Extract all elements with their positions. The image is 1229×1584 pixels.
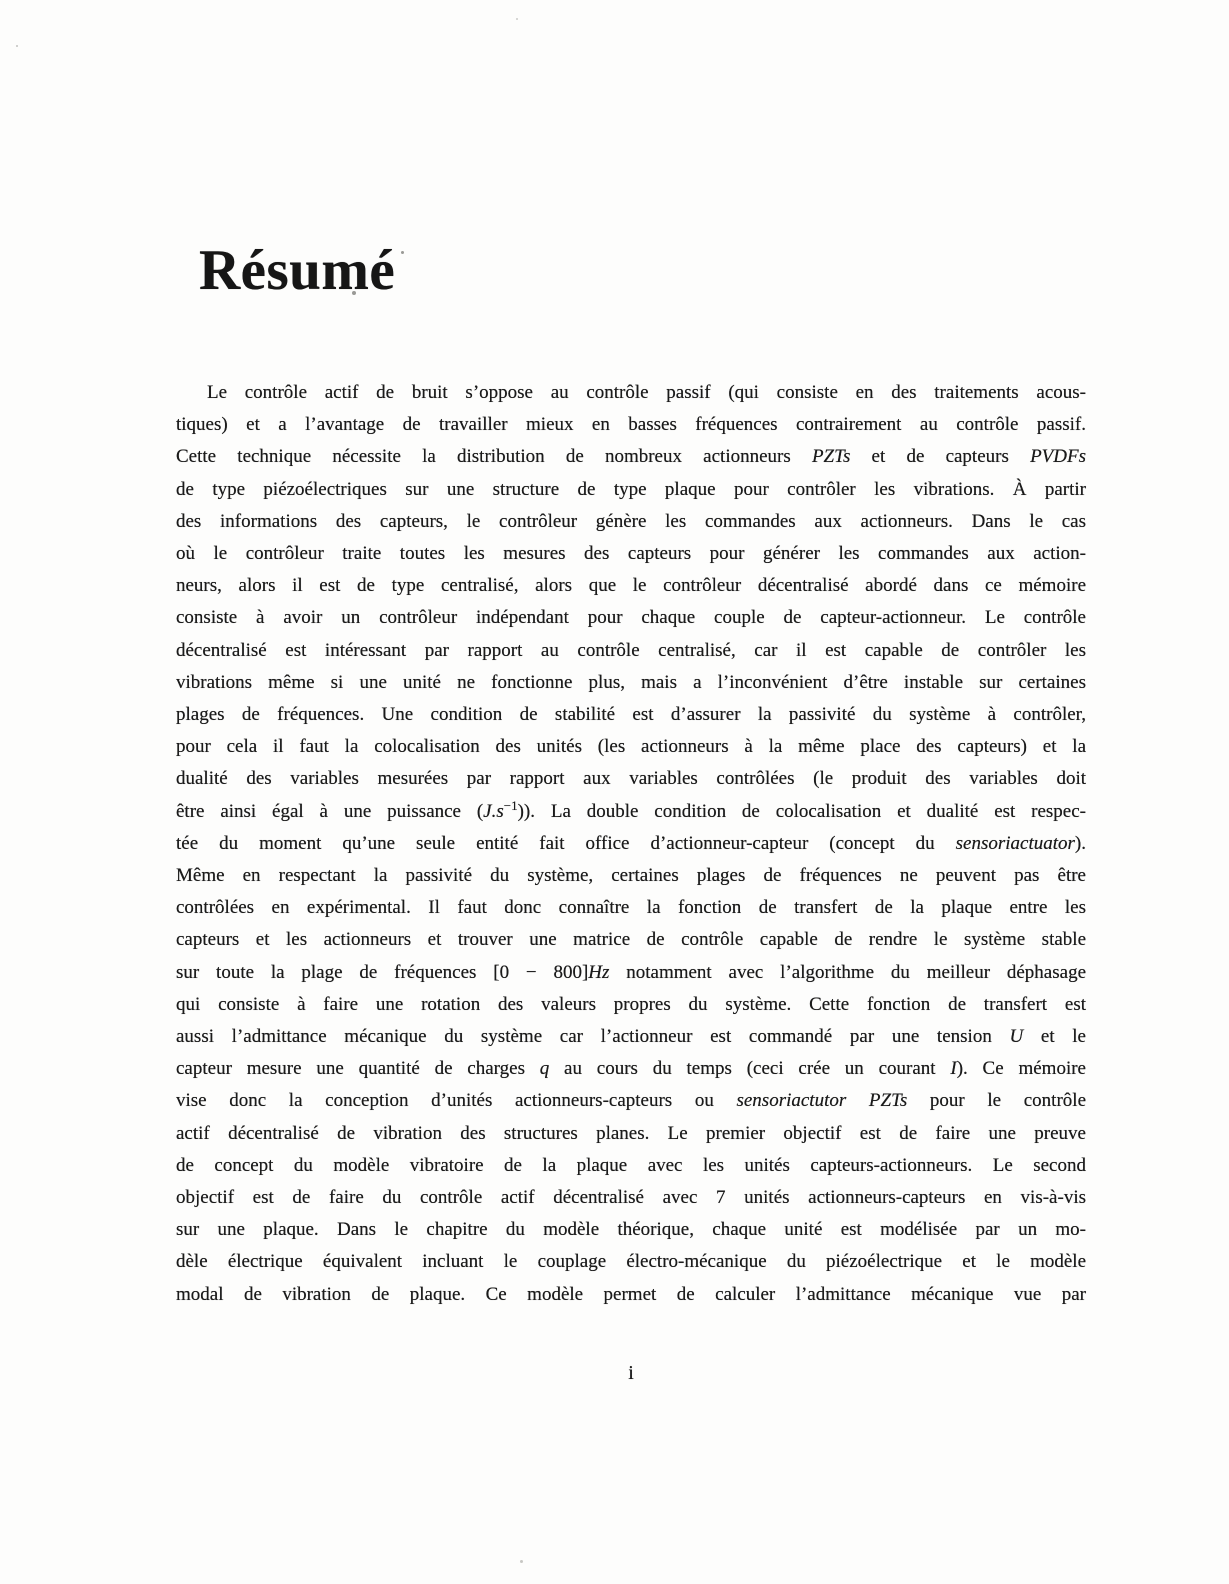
italic-text: PZTs: [811, 446, 851, 468]
body-text: capteur mesure une quantité de charges: [176, 1058, 540, 1080]
text-line: [176, 538, 1086, 570]
body-text: notamment avec l’algorithme du meilleur déphasage: [609, 961, 1086, 983]
body-text: )). La double condition de colocalisation et dualité est respec-: [517, 800, 1086, 822]
italic-text: Hz: [588, 961, 610, 983]
text-line: [176, 796, 1086, 828]
text-line: [176, 441, 1086, 473]
text-line: [176, 409, 1086, 441]
scan-speck: [401, 251, 404, 254]
text-line: [176, 731, 1086, 763]
body-text: vibrations même si une unité ne fonctionne plus, mais a l’inconvénient d’être instable sur certaines: [176, 671, 1086, 693]
text-line: [176, 1150, 1086, 1182]
body-text: sur une plaque. Dans le chapitre du modèle théorique, chaque unité est modélisée par un mo-: [176, 1219, 1086, 1241]
italic-text: J.s: [483, 800, 504, 822]
body-text: plages de fréquences. Une condition de stabilité est d’assurer la passivité du système à contrôler,: [176, 704, 1086, 726]
body-text: pour cela il faut la colocalisation des unités (les actionneurs à la même place des capteurs) et la: [176, 736, 1086, 758]
body-text: sur toute la plage de fréquences [0 − 800]: [176, 961, 589, 983]
page-number: i: [628, 1362, 634, 1384]
abstract-paragraph: [176, 377, 1086, 1311]
body-text: dualité des variables mesurées par rapport aux variables contrôlées (le produit des variables doit: [176, 768, 1086, 790]
body-text: objectif est de faire du contrôle actif décentralisé avec 7 unités actionneurs-capteurs en vis-à-vis: [176, 1187, 1086, 1209]
body-text: des informations des capteurs, le contrôleur génère les commandes aux actionneurs. Dans le cas: [176, 510, 1086, 532]
text-line: [176, 377, 1086, 409]
body-text: qui consiste à faire une rotation des valeurs propres du système. Cette fonction de transfert est: [176, 993, 1086, 1015]
body-text: ).: [1074, 832, 1086, 854]
italic-text: U: [1009, 1026, 1024, 1048]
text-line: [176, 1182, 1086, 1214]
body-text: au cours du temps (ceci crée un courant: [549, 1058, 951, 1080]
body-text: de type piézoélectriques sur une structure de type plaque pour contrôler les vibrations. À partir: [176, 478, 1086, 500]
text-line: [176, 667, 1086, 699]
text-line: [176, 892, 1086, 924]
text-line: [176, 957, 1086, 989]
text-line: [176, 1279, 1086, 1311]
body-text: décentralisé est intéressant par rapport au contrôle centralisé, car il est capable de contrôler les: [176, 639, 1086, 661]
body-text: modal de vibration de plaque. Ce modèle permet de calculer l’admittance mécanique vue par: [176, 1283, 1086, 1305]
body-text: vise donc la conception d’unités actionneurs-capteurs ou: [176, 1090, 737, 1112]
text-line: [176, 1214, 1086, 1246]
italic-text: PVDFs: [1030, 446, 1086, 468]
text-line: [176, 1246, 1086, 1278]
body-text: et le: [1023, 1026, 1086, 1048]
body-text: Cette technique nécessite la distribution de nombreux actionneurs: [176, 446, 812, 468]
body-text: capteurs et les actionneurs et trouver une matrice de contrôle capable de rendre le système stable: [176, 929, 1086, 951]
scan-speck: [520, 1560, 523, 1563]
scan-speck: [516, 18, 518, 20]
text-line: [176, 828, 1086, 860]
body-text: et de capteurs: [850, 446, 1031, 468]
text-line: [176, 699, 1086, 731]
body-text: tiques) et a l’avantage de travailler mieux en basses fréquences contrairement au contrôle passif.: [176, 414, 1086, 436]
text-line: [176, 763, 1086, 795]
body-text: pour le contrôle: [907, 1090, 1086, 1112]
body-text: Le contrôle actif de bruit s’oppose au contrôle passif (qui consiste en des traitements acous-: [207, 382, 1086, 403]
italic-text: q: [539, 1058, 550, 1080]
body-text: dèle électrique équivalent incluant le couplage électro-mécanique du piézoélectrique et le modèle: [176, 1251, 1086, 1273]
text-line: [176, 1085, 1086, 1117]
italic-text: sensoriactutor PZTs: [736, 1090, 908, 1112]
body-text: ). Ce mémoire: [956, 1058, 1086, 1080]
text-line: [176, 1021, 1086, 1053]
scan-speck: [16, 45, 18, 47]
text-line: [176, 989, 1086, 1021]
italic-text: I: [950, 1058, 957, 1080]
text-line: [176, 474, 1086, 506]
text-line: [176, 506, 1086, 538]
body-text: neurs, alors il est de type centralisé, alors que le contrôleur décentralisé abordé dans ce mémoire: [176, 575, 1086, 597]
page-title: Résumé: [199, 239, 396, 302]
body-text: actif décentralisé de vibration des structures planes. Le premier objectif est de faire une preuve: [176, 1122, 1086, 1144]
text-line: [176, 635, 1086, 667]
body-text: tée du moment qu’une seule entité fait office d’actionneur-capteur (concept du: [176, 832, 956, 854]
body-text: de concept du modèle vibratoire de la plaque avec les unités capteurs-actionneurs. Le second: [176, 1154, 1086, 1176]
text-line: [176, 602, 1086, 634]
body-text: contrôlées en expérimental. Il faut donc connaître la fonction de transfert de la plaque entre les: [176, 897, 1086, 919]
body-text: Même en respectant la passivité du système, certaines plages de fréquences ne peuvent pas être: [176, 865, 1086, 887]
body-text: consiste à avoir un contrôleur indépendant pour chaque couple de capteur-actionneur. Le contrôle: [176, 607, 1086, 629]
text-line: [176, 570, 1086, 602]
body-text: où le contrôleur traite toutes les mesures des capteurs pour générer les commandes aux action-: [176, 543, 1086, 565]
text-line: [176, 1053, 1086, 1085]
text-line: [176, 924, 1086, 956]
text-line: [176, 860, 1086, 892]
italic-text: sensoriactuator: [955, 832, 1075, 854]
superscript-text: −1: [503, 797, 518, 813]
body-text: être ainsi égal à une puissance (: [176, 800, 484, 822]
text-line: [176, 1118, 1086, 1150]
body-text: aussi l’admittance mécanique du système car l’actionneur est commandé par une tension: [176, 1026, 1010, 1048]
